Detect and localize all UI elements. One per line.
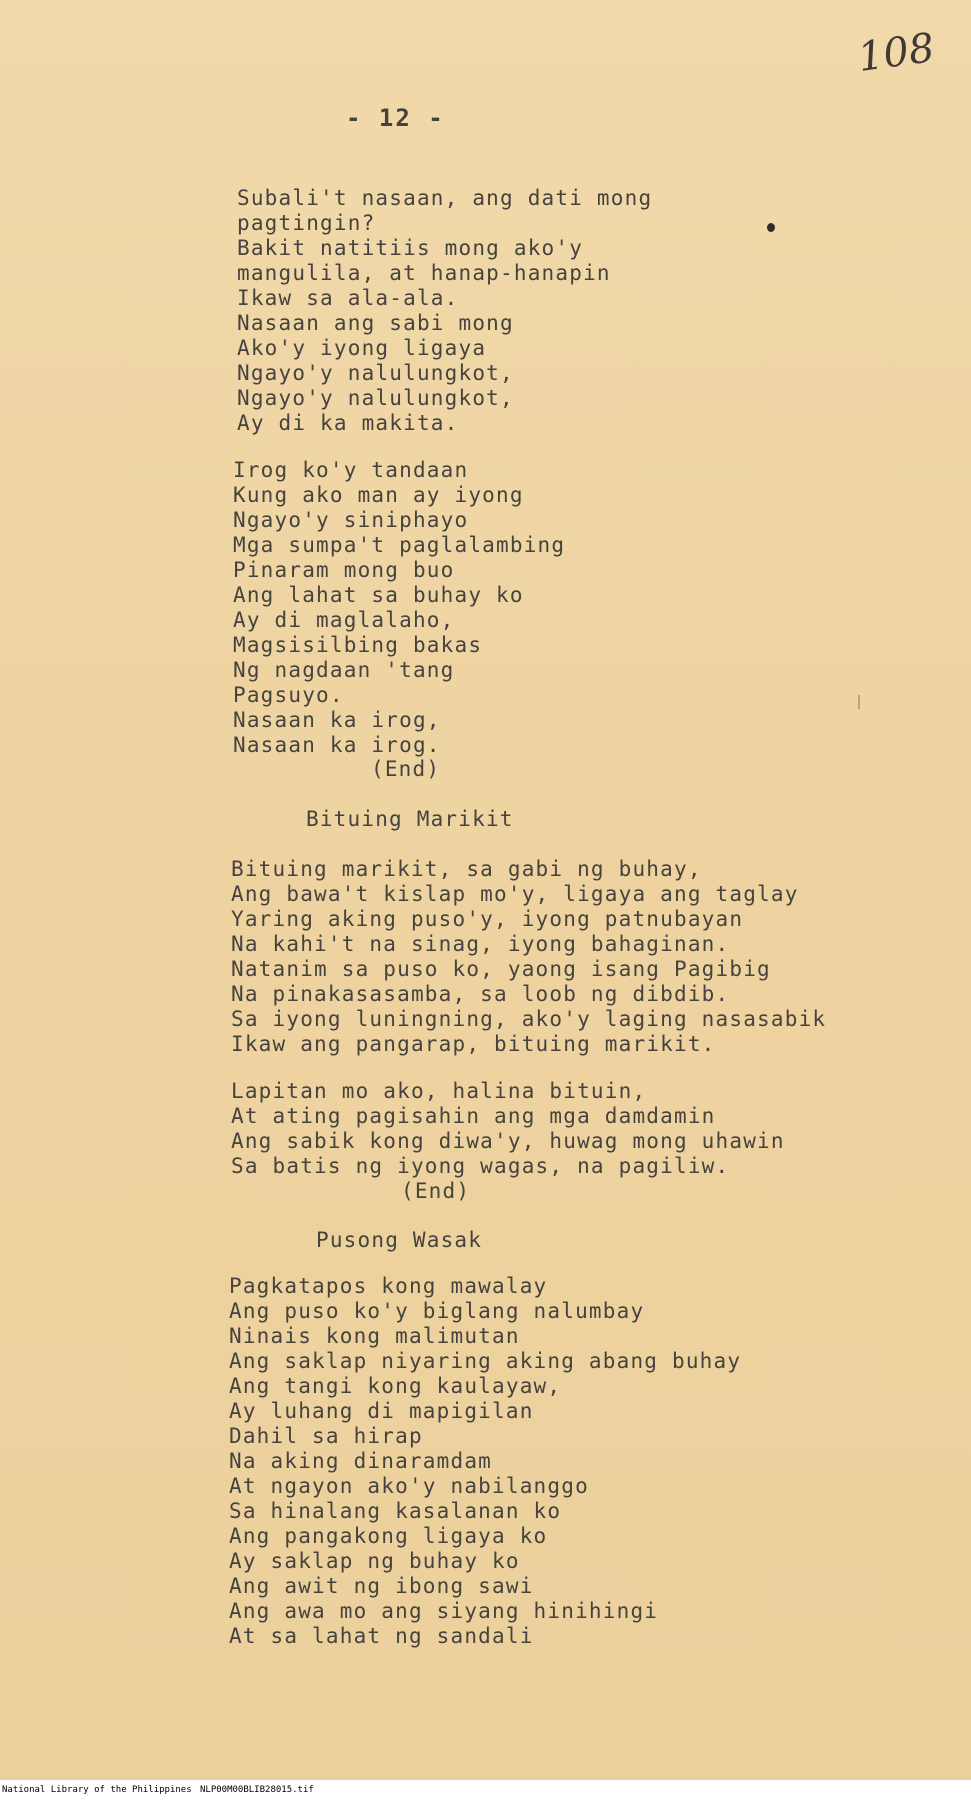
verse-line: Kung ako man ay iyong (233, 483, 524, 507)
verse-line: Ngayo'y nalulungkot, (237, 386, 514, 410)
verse-line: pagtingin? (237, 211, 376, 235)
verse-line: Bakit natitiis mong ako'y (237, 236, 584, 260)
verse-line: Ang sabik kong diwa'y, huwag mong uhawin (231, 1129, 785, 1153)
verse-line: Na kahi't na sinag, iyong bahaginan. (231, 932, 730, 956)
verse-line: Sa hinalang kasalanan ko (229, 1499, 562, 1523)
verse-line: Na aking dinaramdam (229, 1449, 493, 1473)
verse-line: Pagkatapos kong mawalay (229, 1274, 548, 1298)
scan-footer (0, 1780, 971, 1800)
verse-line: Ang awit ng ibong sawi (229, 1574, 534, 1598)
verse-line: Ngayo'y siniphayo (233, 508, 469, 532)
verse-line: Nasaan ka irog. (233, 733, 441, 757)
verse-line: Ay di maglalaho, (233, 608, 455, 632)
handwritten-folio-number: 108 (855, 24, 938, 82)
verse-line: Subali't nasaan, ang dati mong (237, 186, 653, 210)
verse-line: Ay di ka makita. (237, 411, 459, 435)
verse-line: Ang puso ko'y biglang nalumbay (229, 1299, 645, 1323)
verse-line: Ay saklap ng buhay ko (229, 1549, 520, 1573)
verse-line: Ang tangi kong kaulayaw, (229, 1374, 562, 1398)
verse-line: Ninais kong malimutan (229, 1324, 520, 1348)
end-mark: (End) (371, 757, 441, 781)
verse-line: At ating pagisahin ang mga damdamin (231, 1104, 716, 1128)
verse-line: Magsisilbing bakas (233, 633, 483, 657)
verse-line: Nasaan ang sabi mong (237, 311, 514, 335)
footer-file-name: NLP00M00BLIB28015.tif (200, 1785, 314, 1795)
end-mark: (End) (401, 1179, 471, 1203)
verse-line: Ikaw sa ala-ala. (237, 286, 459, 310)
verse-line: Yaring aking puso'y, iyong patnubayan (231, 907, 744, 931)
footer-library-name: National Library of the Philippines (2, 1785, 192, 1795)
ink-dot-mark (767, 223, 775, 232)
verse-line: Ngayo'y nalulungkot, (237, 361, 514, 385)
verse-line: At sa lahat ng sandali (229, 1624, 534, 1648)
verse-line: Ikaw ang pangarap, bituing marikit. (231, 1032, 716, 1056)
verse-line: Dahil sa hirap (229, 1424, 423, 1448)
verse-line: Sa batis ng iyong wagas, na pagiliw. (231, 1154, 730, 1178)
page-number: - 12 - (346, 104, 445, 132)
verse-line: Na pinakasasamba, sa loob ng dibdib. (231, 982, 730, 1006)
verse-line: Ako'y iyong ligaya (237, 336, 487, 360)
verse-line: Bituing marikit, sa gabi ng buhay, (231, 857, 702, 881)
song-title: Pusong Wasak (316, 1228, 483, 1252)
verse-line: Nasaan ka irog, (233, 708, 441, 732)
verse-line: Mga sumpa't paglalambing (233, 533, 566, 557)
verse-line: Natanim sa puso ko, yaong isang Pagibig (231, 957, 771, 981)
verse-line: Ang awa mo ang siyang hinihingi (229, 1599, 659, 1623)
verse-line: Ang saklap niyaring aking abang buhay (229, 1349, 742, 1373)
verse-line: Pagsuyo. (233, 683, 344, 707)
verse-line: mangulila, at hanap-hanapin (237, 261, 611, 285)
verse-line: Lapitan mo ako, halina bituin, (231, 1079, 647, 1103)
verse-line: Sa iyong luningning, ako'y laging nasasabik (231, 1007, 827, 1031)
song-title: Bituing Marikit (306, 807, 514, 831)
verse-line: Ang pangakong ligaya ko (229, 1524, 548, 1548)
verse-line: Ng nagdaan 'tang (233, 658, 455, 682)
pencil-tick-mark (858, 695, 860, 709)
verse-line: Ang lahat sa buhay ko (233, 583, 524, 607)
verse-line: Ang bawa't kislap mo'y, ligaya ang taglay (231, 882, 799, 906)
verse-line: Irog ko'y tandaan (233, 458, 469, 482)
verse-line: Ay luhang di mapigilan (229, 1399, 534, 1423)
verse-line: At ngayon ako'y nabilanggo (229, 1474, 589, 1498)
verse-line: Pinaram mong buo (233, 558, 455, 582)
